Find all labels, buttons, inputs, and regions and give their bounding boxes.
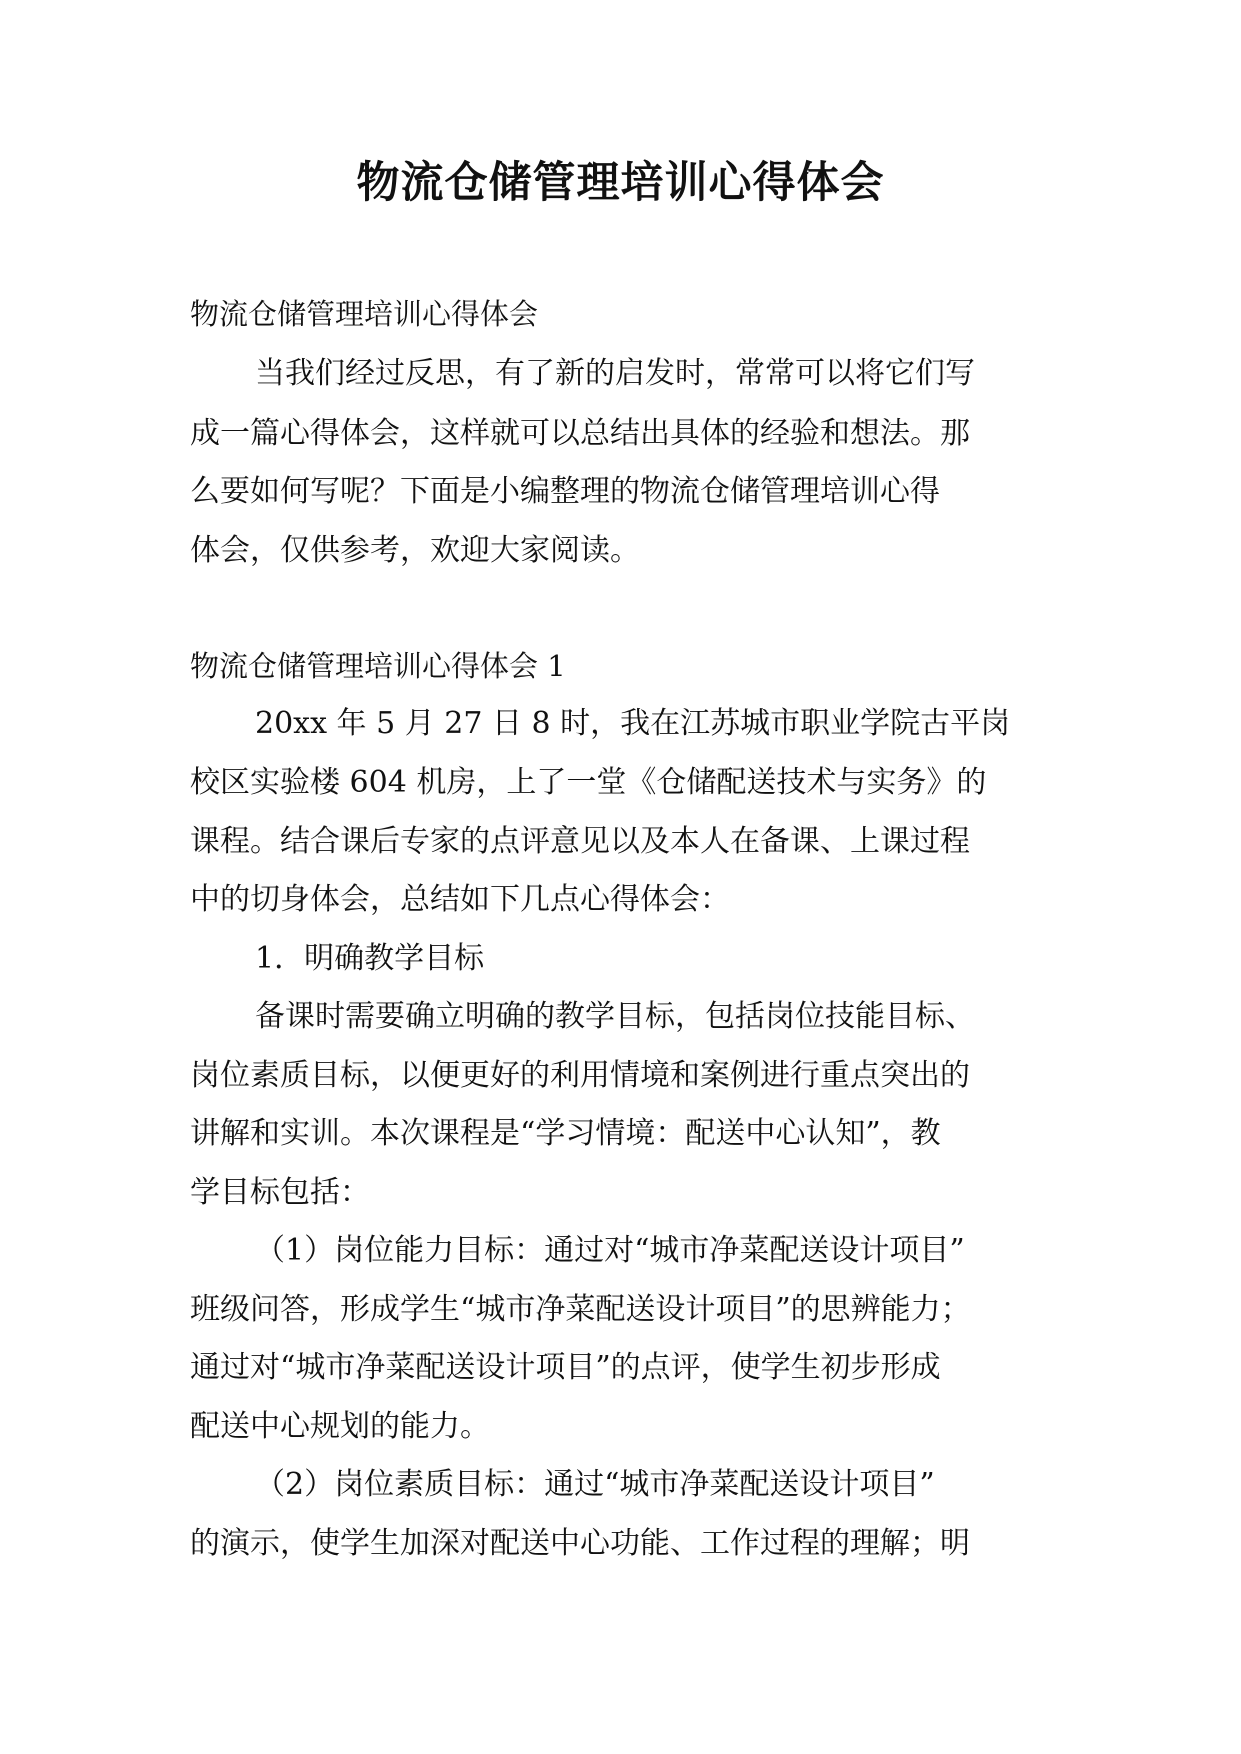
body-line: （2）岗位素质目标：通过“城市净菜配送设计项目” bbox=[255, 1467, 935, 1502]
body-line: 通过对“城市净菜配送设计项目”的点评，使学生初步形成 bbox=[190, 1350, 941, 1385]
subtitle: 物流仓储管理培训心得体会 bbox=[190, 297, 539, 331]
document-title: 物流仓储管理培训心得体会 bbox=[356, 158, 885, 208]
intro-line: 么要如何写呢？下面是小编整理的物流仓储管理培训心得 bbox=[190, 474, 940, 509]
body-line: （1）岗位能力目标：通过对“城市净菜配送设计项目” bbox=[255, 1233, 965, 1268]
section-heading: 物流仓储管理培训心得体会 1 bbox=[190, 649, 566, 683]
body-line: 备课时需要确立明确的教学目标，包括岗位技能目标、 bbox=[255, 999, 975, 1034]
body-line: 课程。结合课后专家的点评意见以及本人在备课、上课过程 bbox=[190, 824, 970, 859]
intro-line: 成一篇心得体会，这样就可以总结出具体的经验和想法。那 bbox=[190, 416, 970, 451]
body-line: 班级问答，形成学生“城市净菜配送设计项目”的思辨能力； bbox=[190, 1292, 971, 1327]
body-line: 中的切身体会，总结如下几点心得体会： bbox=[190, 882, 730, 917]
intro-line: 当我们经过反思，有了新的启发时，常常可以将它们写 bbox=[255, 356, 975, 391]
body-line: 讲解和实训。本次课程是“学习情境：配送中心认知”，教 bbox=[190, 1116, 941, 1151]
body-line: 20xx 年 5 月 27 日 8 时，我在江苏城市职业学院古平岗 bbox=[255, 706, 1011, 741]
body-line: 的演示，使学生加深对配送中心功能、工作过程的理解；明 bbox=[190, 1526, 970, 1561]
body-line: 学目标包括： bbox=[190, 1175, 370, 1210]
list-item-heading: 1．明确教学目标 bbox=[255, 941, 485, 976]
body-line: 配送中心规划的能力。 bbox=[190, 1409, 490, 1444]
intro-line: 体会，仅供参考，欢迎大家阅读。 bbox=[190, 533, 640, 568]
body-line: 校区实验楼 604 机房，上了一堂《仓储配送技术与实务》的 bbox=[190, 765, 987, 800]
body-line: 岗位素质目标，以便更好的利用情境和案例进行重点突出的 bbox=[190, 1058, 970, 1093]
